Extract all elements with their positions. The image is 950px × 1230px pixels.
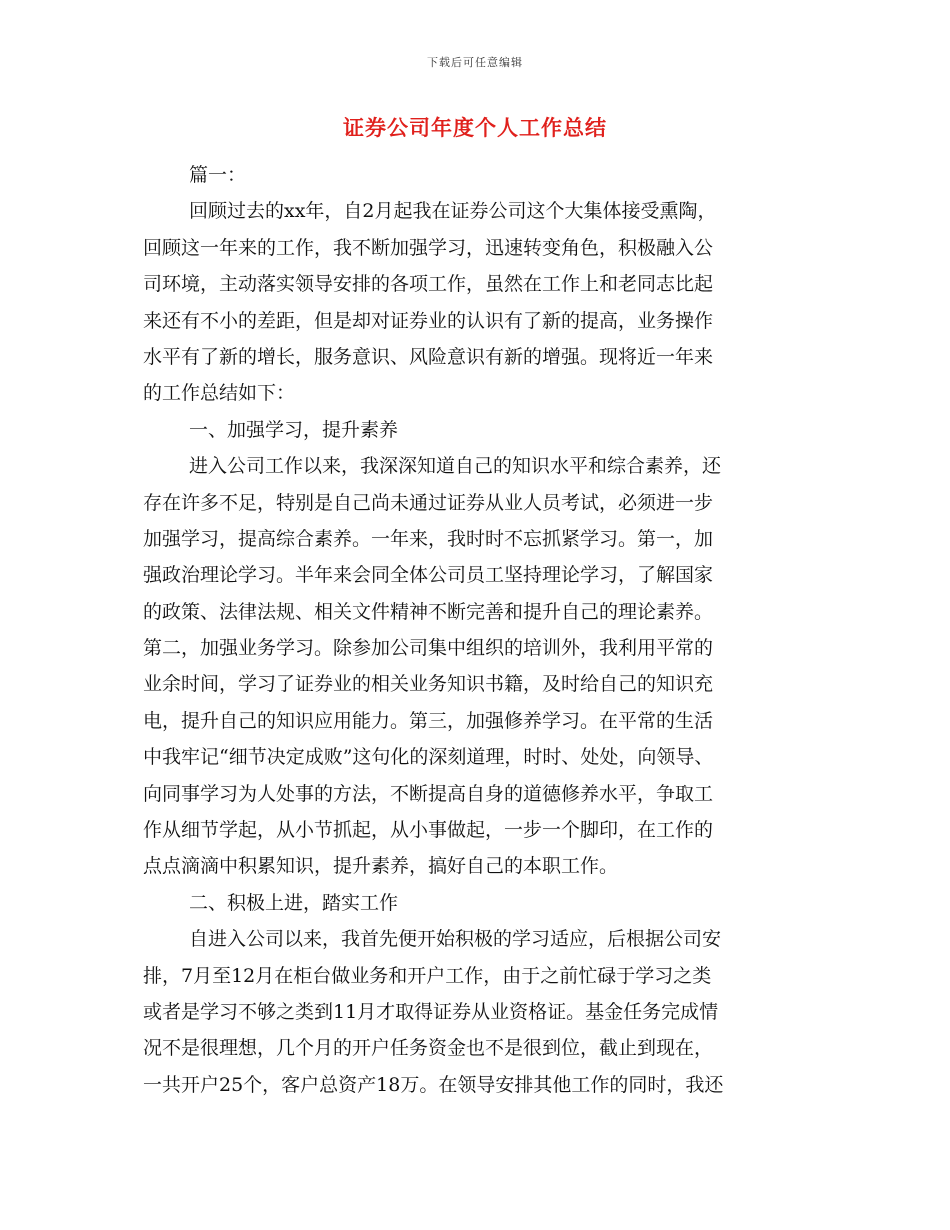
document-line: 向同事学习为人处事的方法，不断提高自身的道德修养水平，争取工 xyxy=(143,782,714,805)
document-line: 自进入公司以来，我首先便开始积极的学习适应，后根据公司安 xyxy=(189,928,722,951)
document-line: 水平有了新的增长，服务意识、风险意识有新的增强。现将近一年来 xyxy=(143,345,714,368)
document-line: 回顾过去的xx年，自2月起我在证券公司这个大集体接受熏陶， xyxy=(189,200,717,223)
document-line: 第二，加强业务学习。除参加公司集中组织的培训外，我利用平常的 xyxy=(143,637,714,660)
document-line: 回顾这一年来的工作，我不断加强学习，迅速转变角色，积极融入公 xyxy=(143,236,714,259)
document-line: 进入公司工作以来，我深深知道自己的知识水平和综合素养，还 xyxy=(189,455,722,478)
document-line: 况不是很理想，几个月的开户任务资金也不是很到位，截止到现在， xyxy=(143,1037,714,1060)
document-line: 或者是学习不够之类到11月才取得证券从业资格证。基金任务完成情 xyxy=(143,1000,719,1023)
document-line: 的政策、法律法规、相关文件精神不断完善和提升自己的理论素养。 xyxy=(143,600,714,623)
document-line: 强政治理论学习。半年来会同全体公司员工坚持理论学习，了解国家 xyxy=(143,564,714,587)
document-line: 作从细节学起，从小节抓起，从小事做起，一步一个脚印，在工作的 xyxy=(143,819,714,842)
document-line: 中我牢记“细节决定成败”这句化的深刻道理，时时、处处，向领导、 xyxy=(143,746,714,769)
document-line: 篇一： xyxy=(189,164,247,186)
document-line: 业余时间，学习了证券业的相关业务知识书籍，及时给自己的知识充 xyxy=(143,673,714,696)
header-note: 下载后可任意编辑 xyxy=(427,56,523,69)
document-line: 加强学习，提高综合素养。一年来，我时时不忘抓紧学习。第一，加 xyxy=(143,527,714,550)
document-line: 司环境，主动落实领导安排的各项工作，虽然在工作上和老同志比起 xyxy=(143,273,714,296)
document-line: 存在许多不足，特别是自己尚未通过证券从业人员考试，必须进一步 xyxy=(143,491,714,514)
document-line: 电，提升自己的知识应用能力。第三，加强修养学习。在平常的生活 xyxy=(143,709,714,732)
document-title: 证券公司年度个人工作总结 xyxy=(343,115,607,140)
document-line: 的工作总结如下： xyxy=(143,382,296,405)
document-line: 来还有不小的差距，但是却对证券业的认识有了新的提高，业务操作 xyxy=(143,309,714,332)
document-line: 排，7月至12月在柜台做业务和开户工作，由于之前忙碌于学习之类 xyxy=(143,964,712,987)
document-line: 一共开户25个，客户总资产18万。在领导安排其他工作的同时，我还 xyxy=(143,1073,724,1096)
document-line: 一、加强学习，提升素养 xyxy=(189,418,399,441)
document-body xyxy=(143,157,798,1103)
document-line: 点点滴滴中积累知识，提升素养，搞好自己的本职工作。 xyxy=(143,855,619,878)
document-line: 二、积极上进，踏实工作 xyxy=(189,891,399,914)
